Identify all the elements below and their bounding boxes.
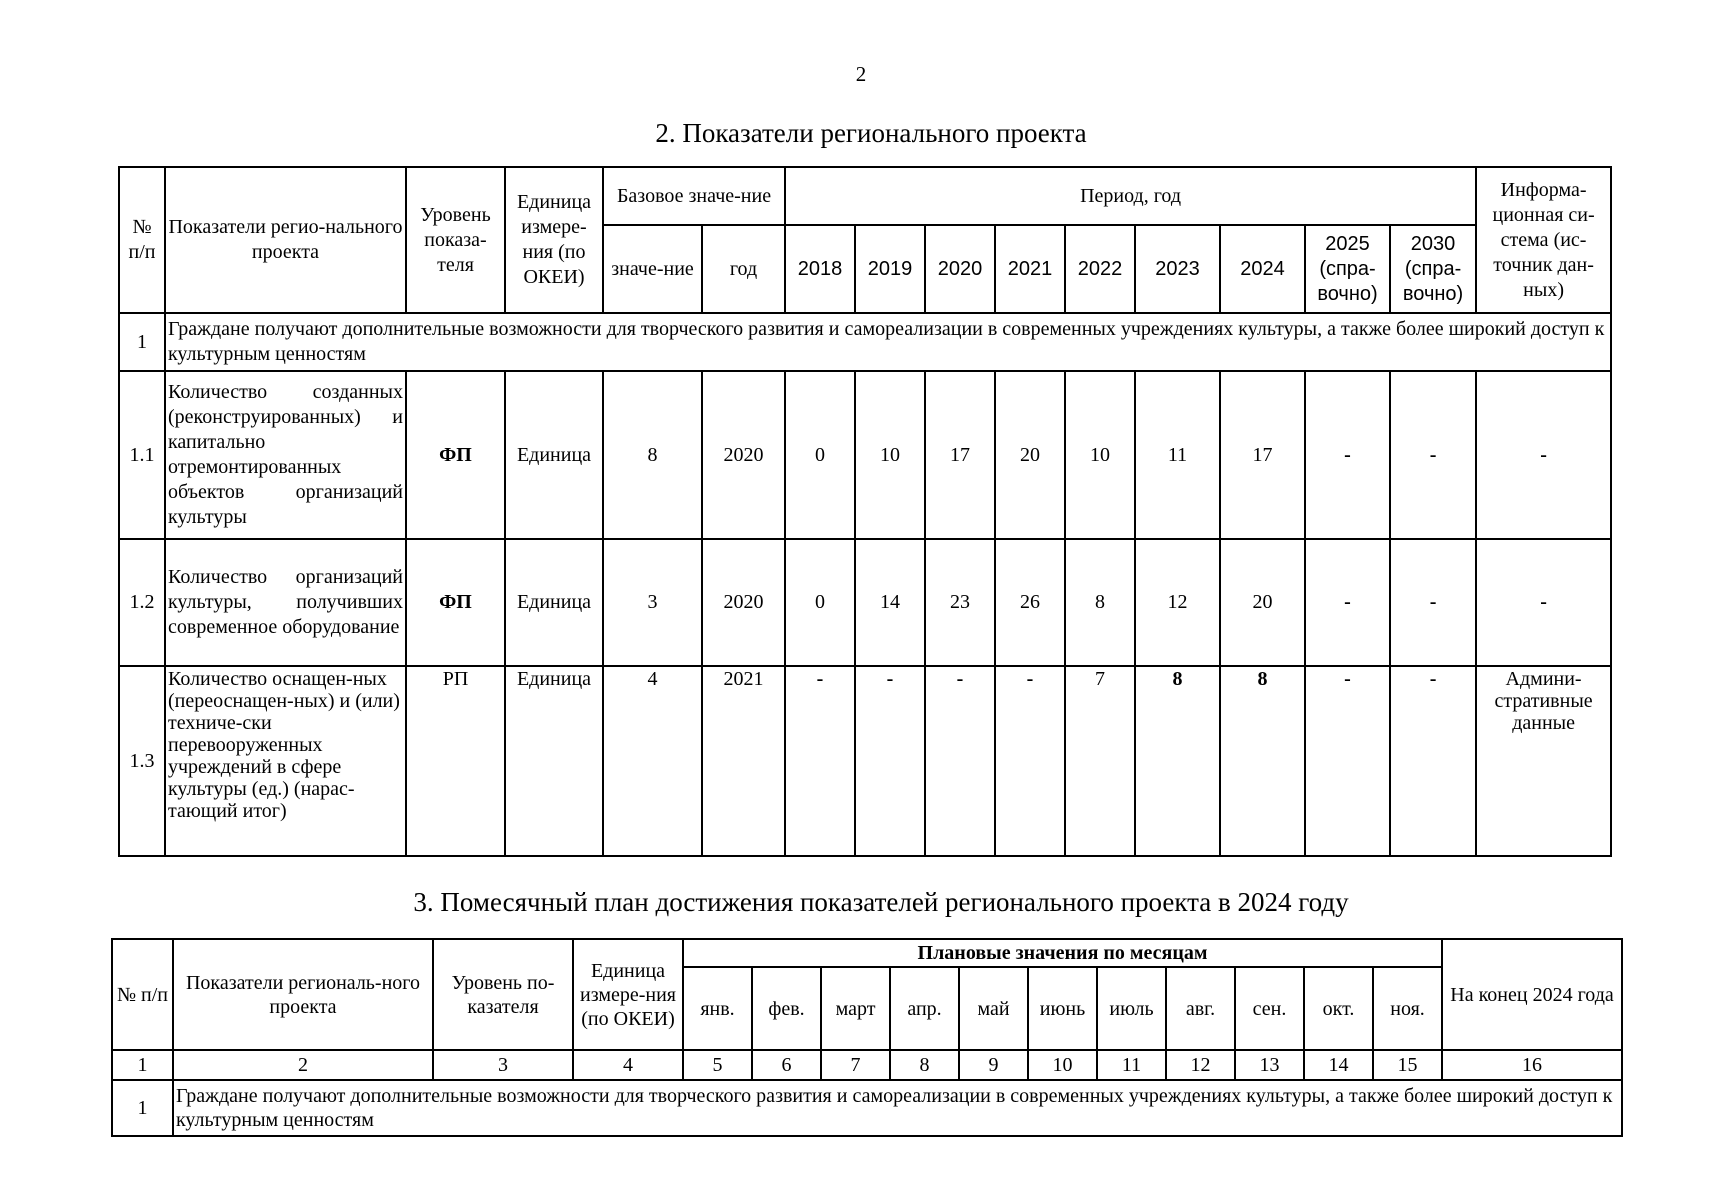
column-number: 10 — [1028, 1050, 1097, 1080]
indicator-name: Количество созданных (реконструированных) и капитально отремонтированных объектов организаций культуры — [165, 371, 406, 539]
year-value: 7 — [1065, 666, 1135, 856]
indicator-level: РП — [406, 666, 505, 856]
column-number: 15 — [1373, 1050, 1442, 1080]
row-num: 1.2 — [119, 539, 165, 666]
year-value: 17 — [1220, 371, 1305, 539]
year-value: - — [1390, 539, 1476, 666]
column-number: 1 — [112, 1050, 173, 1080]
header-year: 2022 — [1065, 225, 1135, 313]
year-value: - — [1305, 371, 1390, 539]
header-month: фев. — [752, 967, 821, 1050]
header-info-system: Информа-ционная си-стема (ис-точник дан-ных) — [1476, 167, 1611, 313]
header-year: 2024 — [1220, 225, 1305, 313]
base-year: 2020 — [702, 539, 785, 666]
indicator-unit: Единица — [505, 539, 603, 666]
header-indicator: Показатели региональ-ного проекта — [173, 939, 433, 1050]
year-value: - — [1390, 371, 1476, 539]
section-2-title: 2. Показатели регионального проекта — [655, 118, 1087, 148]
year-value: 17 — [925, 371, 995, 539]
header-year-end: На конец 2024 года — [1442, 939, 1622, 1050]
column-number: 3 — [433, 1050, 573, 1080]
monthly-plan-table — [111, 938, 1623, 1137]
goal-text: Граждане получают дополнительные возможности для творческого развития и самореализации в современных учреждениях культуры, а также более широкий доступ к культурным ценностям — [173, 1080, 1622, 1136]
year-value: 20 — [995, 371, 1065, 539]
base-year: 2021 — [702, 666, 785, 856]
year-value: 14 — [855, 539, 925, 666]
column-number: 7 — [821, 1050, 890, 1080]
year-value: 8 — [1220, 666, 1305, 856]
header-month: ноя. — [1373, 967, 1442, 1050]
base-value: 8 — [603, 371, 702, 539]
column-number: 8 — [890, 1050, 959, 1080]
header-year: 2025 (спра-вочно) — [1305, 225, 1390, 313]
info-source: - — [1476, 539, 1611, 666]
header-year: 2030 (спра-вочно) — [1390, 225, 1476, 313]
goal-num: 1 — [112, 1080, 173, 1136]
section-3-title: 3. Помесячный план достижения показателей регионального проекта в 2024 году — [413, 887, 1349, 917]
info-source: - — [1476, 371, 1611, 539]
header-period: Период, год — [785, 167, 1476, 225]
header-month: авг. — [1166, 967, 1235, 1050]
header-unit: Единица измере-ния (по ОКЕИ) — [573, 939, 683, 1050]
header-indicator: Показатели регио-нального проекта — [165, 167, 406, 313]
header-year: 2023 — [1135, 225, 1220, 313]
year-value: - — [995, 666, 1065, 856]
header-level: Уровень по-казателя — [433, 939, 573, 1050]
header-year: 2020 — [925, 225, 995, 313]
column-number: 6 — [752, 1050, 821, 1080]
year-value: - — [855, 666, 925, 856]
base-value: 4 — [603, 666, 702, 856]
header-month: март — [821, 967, 890, 1050]
indicator-level: ФП — [406, 539, 505, 666]
header-months-group: Плановые значения по месяцам — [683, 939, 1442, 967]
indicator-unit: Единица — [505, 666, 603, 856]
column-number: 5 — [683, 1050, 752, 1080]
year-value: - — [1305, 666, 1390, 856]
year-value: - — [785, 666, 855, 856]
row-num: 1.1 — [119, 371, 165, 539]
page-number: 2 — [855, 62, 867, 86]
header-month: сен. — [1235, 967, 1304, 1050]
header-month: май — [959, 967, 1028, 1050]
year-value: 26 — [995, 539, 1065, 666]
row-num: 1.3 — [119, 666, 165, 856]
year-value: - — [925, 666, 995, 856]
base-value: 3 — [603, 539, 702, 666]
base-year: 2020 — [702, 371, 785, 539]
indicator-name: Количество организаций культуры, получивших современное оборудование — [165, 539, 406, 666]
header-unit: Единица измере-ния (по ОКЕИ) — [505, 167, 603, 313]
header-month: июль — [1097, 967, 1166, 1050]
info-source: Админи-стративные данные — [1476, 666, 1611, 856]
indicators-table — [118, 166, 1612, 857]
column-number: 16 — [1442, 1050, 1622, 1080]
column-number: 2 — [173, 1050, 433, 1080]
header-level: Уровень показа-теля — [406, 167, 505, 313]
header-month: июнь — [1028, 967, 1097, 1050]
column-number: 4 — [573, 1050, 683, 1080]
indicator-level: ФП — [406, 371, 505, 539]
year-value: 11 — [1135, 371, 1220, 539]
column-number: 11 — [1097, 1050, 1166, 1080]
goal-text: Граждане получают дополнительные возможности для творческого развития и самореализации в современных учреждениях культуры, а также более широкий доступ к культурным ценностям — [165, 313, 1611, 371]
indicator-name: Количество оснащен-ных (переоснащен-ных) и (или) техниче-ски перевооруженных учреждений в сфере культуры (ед.) (нарас-тающий итог) — [165, 666, 406, 856]
year-value: - — [1305, 539, 1390, 666]
year-value: - — [1390, 666, 1476, 856]
year-value: 0 — [785, 371, 855, 539]
header-year: 2018 — [785, 225, 855, 313]
column-number: 14 — [1304, 1050, 1373, 1080]
year-value: 10 — [855, 371, 925, 539]
header-year: 2019 — [855, 225, 925, 313]
goal-num: 1 — [119, 313, 165, 371]
year-value: 12 — [1135, 539, 1220, 666]
header-base-year: год — [702, 225, 785, 313]
header-month: апр. — [890, 967, 959, 1050]
header-num: № п/п — [119, 167, 165, 313]
year-value: 0 — [785, 539, 855, 666]
year-value: 20 — [1220, 539, 1305, 666]
header-month: окт. — [1304, 967, 1373, 1050]
year-value: 10 — [1065, 371, 1135, 539]
year-value: 8 — [1065, 539, 1135, 666]
header-month: янв. — [683, 967, 752, 1050]
header-base-value: значе-ние — [603, 225, 702, 313]
indicator-unit: Единица — [505, 371, 603, 539]
column-number: 9 — [959, 1050, 1028, 1080]
header-year: 2021 — [995, 225, 1065, 313]
header-base: Базовое значе-ние — [603, 167, 785, 225]
header-num: № п/п — [112, 939, 173, 1050]
column-number: 12 — [1166, 1050, 1235, 1080]
year-value: 8 — [1135, 666, 1220, 856]
column-number: 13 — [1235, 1050, 1304, 1080]
year-value: 23 — [925, 539, 995, 666]
